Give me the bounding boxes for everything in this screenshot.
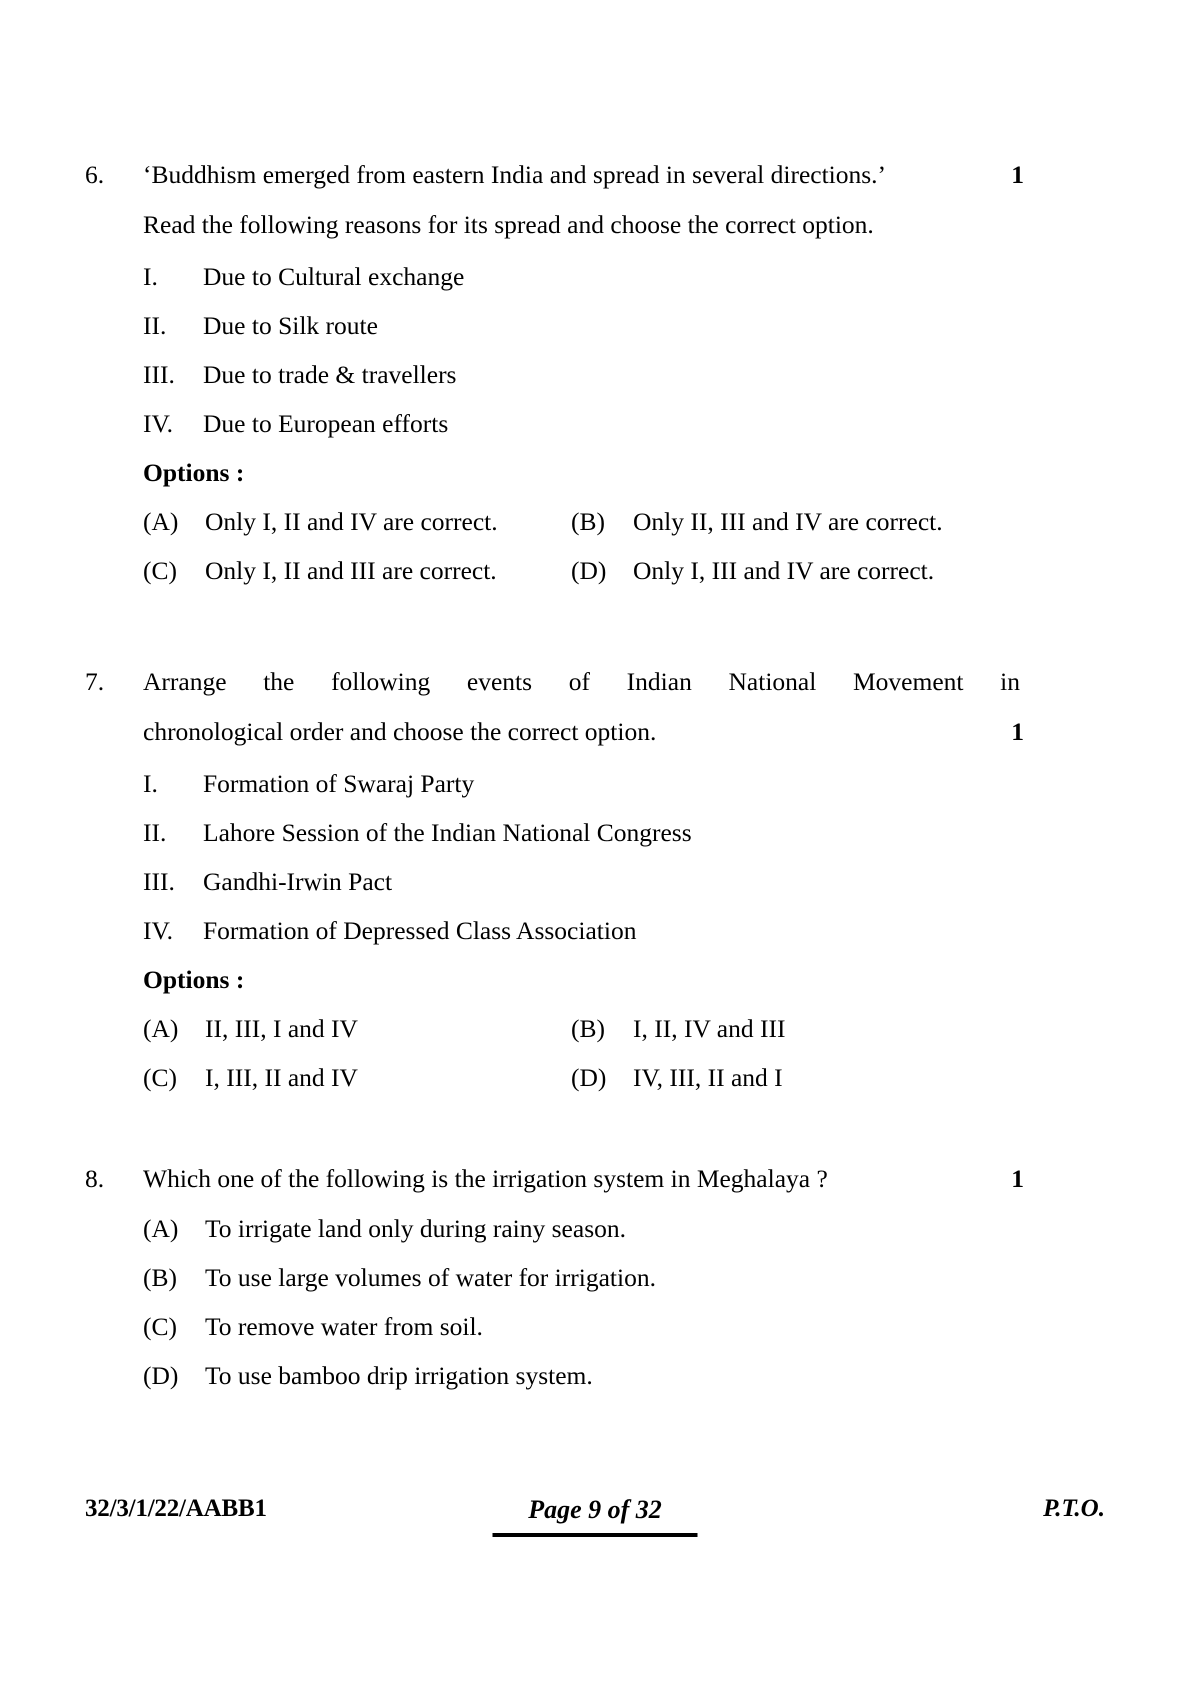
question-6-statement-4 xyxy=(85,399,1020,448)
question-6-option-a[interactable] xyxy=(143,497,571,546)
question-6-option-d[interactable] xyxy=(571,546,1020,595)
question-7-line-2 xyxy=(143,707,1024,757)
question-8-options xyxy=(85,1204,1020,1400)
question-8-line-1-text: Which one of the following is the irrigation system in Meghalaya ? xyxy=(143,1164,828,1193)
statement-numeral: I. xyxy=(143,769,158,798)
option-text: I, III, II and IV xyxy=(205,1063,358,1092)
statement-numeral: IV. xyxy=(143,409,173,438)
question-7-header xyxy=(85,657,1024,757)
question-6-statement-list xyxy=(85,252,1020,448)
option-key: (C) xyxy=(143,1312,177,1341)
question-7-statement-2 xyxy=(85,808,1020,857)
question-6-number: 6. xyxy=(85,160,105,189)
question-7-statement-3 xyxy=(85,857,1020,906)
question-8-marks: 1 xyxy=(1011,1164,1024,1193)
question-6-option-b[interactable] xyxy=(571,497,1020,546)
question-8-number: 8. xyxy=(85,1164,105,1193)
statement-numeral: IV. xyxy=(143,916,173,945)
option-key: (A) xyxy=(143,1214,179,1243)
question-7-option-b[interactable] xyxy=(571,1004,1020,1053)
question-6-header xyxy=(85,150,1024,250)
question-7-number: 7. xyxy=(85,667,105,696)
question-6-statement-1 xyxy=(85,252,1020,301)
question-6-statement-3 xyxy=(85,350,1020,399)
question-7-option-d[interactable] xyxy=(571,1053,1020,1102)
question-6-options-label: Options : xyxy=(143,458,245,487)
question-8-text xyxy=(143,1154,1024,1204)
option-text: Only I, II and IV are correct. xyxy=(205,507,498,536)
question-8-option-b[interactable] xyxy=(143,1253,1020,1302)
statement-text: Lahore Session of the Indian National Congress xyxy=(203,818,692,847)
question-6-line-2: Read the following reasons for its spread and choose the correct option. xyxy=(143,210,874,239)
question-7-options-row-1 xyxy=(143,1004,1020,1053)
question-7-line-1: Arrange the following events of Indian National Movement in xyxy=(143,667,1020,696)
question-8-option-a[interactable] xyxy=(143,1204,1020,1253)
option-key: (B) xyxy=(571,1014,605,1043)
question-6-text xyxy=(143,150,1024,250)
option-key: (D) xyxy=(143,1361,179,1390)
option-key: (C) xyxy=(143,556,177,585)
statement-numeral: II. xyxy=(143,311,167,340)
question-6-options xyxy=(85,497,1020,595)
option-text: I, II, IV and III xyxy=(633,1014,786,1043)
option-text: Only I, II and III are correct. xyxy=(205,556,497,585)
question-7-line-2-text: chronological order and choose the correct option. xyxy=(143,717,657,746)
question-8-options-row-1 xyxy=(143,1204,1020,1253)
question-8-header xyxy=(85,1154,1024,1204)
statement-text: Formation of Depressed Class Association xyxy=(203,916,637,945)
statement-numeral: III. xyxy=(143,867,175,896)
question-6-marks: 1 xyxy=(1011,160,1024,189)
statement-numeral: III. xyxy=(143,360,175,389)
option-key: (D) xyxy=(571,1063,607,1092)
question-7-options-row-2 xyxy=(143,1053,1020,1102)
pto-label: P.T.O. xyxy=(1043,1495,1105,1522)
option-key: (D) xyxy=(571,556,607,585)
statement-text: Due to Silk route xyxy=(203,311,378,340)
option-key: (A) xyxy=(143,507,179,536)
question-6-line-1 xyxy=(143,150,1024,200)
statement-text: Gandhi-Irwin Pact xyxy=(203,867,393,896)
footer-underline-rule xyxy=(493,1533,698,1537)
option-text: IV, III, II and I xyxy=(633,1063,783,1092)
question-7-statement-4 xyxy=(85,906,1020,955)
option-text: To remove water from soil. xyxy=(205,1312,483,1341)
question-8 xyxy=(85,1154,1024,1400)
question-6-statement-2 xyxy=(85,301,1020,350)
question-7 xyxy=(85,657,1024,1102)
question-7-statement-list xyxy=(85,759,1020,955)
page-number-block xyxy=(493,1495,698,1537)
question-6 xyxy=(85,150,1024,595)
question-7-options-label: Options : xyxy=(143,965,245,994)
question-8-line-1 xyxy=(143,1154,1024,1204)
question-6-option-c[interactable] xyxy=(143,546,571,595)
question-8-options-row-4 xyxy=(143,1351,1020,1400)
question-7-options xyxy=(85,1004,1020,1102)
statement-text: Due to trade & travellers xyxy=(203,360,457,389)
question-6-line-1-text: ‘Buddhism emerged from eastern India and spread in several directions.’ xyxy=(143,160,887,189)
option-text: To use bamboo drip irrigation system. xyxy=(205,1361,593,1390)
option-text: Only I, III and IV are correct. xyxy=(633,556,935,585)
option-text: II, III, I and IV xyxy=(205,1014,358,1043)
option-key: (B) xyxy=(143,1263,177,1292)
option-key: (B) xyxy=(571,507,605,536)
question-7-marks: 1 xyxy=(1011,717,1024,746)
statement-numeral: II. xyxy=(143,818,167,847)
option-text: To use large volumes of water for irrigation. xyxy=(205,1263,656,1292)
page-number-label: Page 9 of 32 xyxy=(528,1495,662,1524)
question-7-text xyxy=(143,657,1024,757)
option-text: Only II, III and IV are correct. xyxy=(633,507,943,536)
question-6-options-row-2 xyxy=(143,546,1020,595)
statement-text: Due to European efforts xyxy=(203,409,449,438)
question-6-options-row-1 xyxy=(143,497,1020,546)
spacer-between-q6-q7 xyxy=(85,595,1020,657)
option-key: (C) xyxy=(143,1063,177,1092)
paper-code: 32/3/1/22/AABB1 xyxy=(85,1495,267,1522)
option-text: To irrigate land only during rainy season. xyxy=(205,1214,626,1243)
question-8-options-row-2 xyxy=(143,1253,1020,1302)
page-footer xyxy=(85,1495,1105,1543)
question-8-option-d[interactable] xyxy=(143,1351,1020,1400)
question-content-area xyxy=(85,150,1024,1400)
statement-numeral: I. xyxy=(143,262,158,291)
question-8-option-c[interactable] xyxy=(143,1302,1020,1351)
option-key: (A) xyxy=(143,1014,179,1043)
question-8-options-row-3 xyxy=(143,1302,1020,1351)
statement-text: Formation of Swaraj Party xyxy=(203,769,475,798)
question-7-option-a[interactable] xyxy=(143,1004,571,1053)
statement-text: Due to Cultural exchange xyxy=(203,262,465,291)
question-7-option-c[interactable] xyxy=(143,1053,571,1102)
question-7-statement-1 xyxy=(85,759,1020,808)
spacer-between-q7-q8 xyxy=(85,1102,1020,1154)
